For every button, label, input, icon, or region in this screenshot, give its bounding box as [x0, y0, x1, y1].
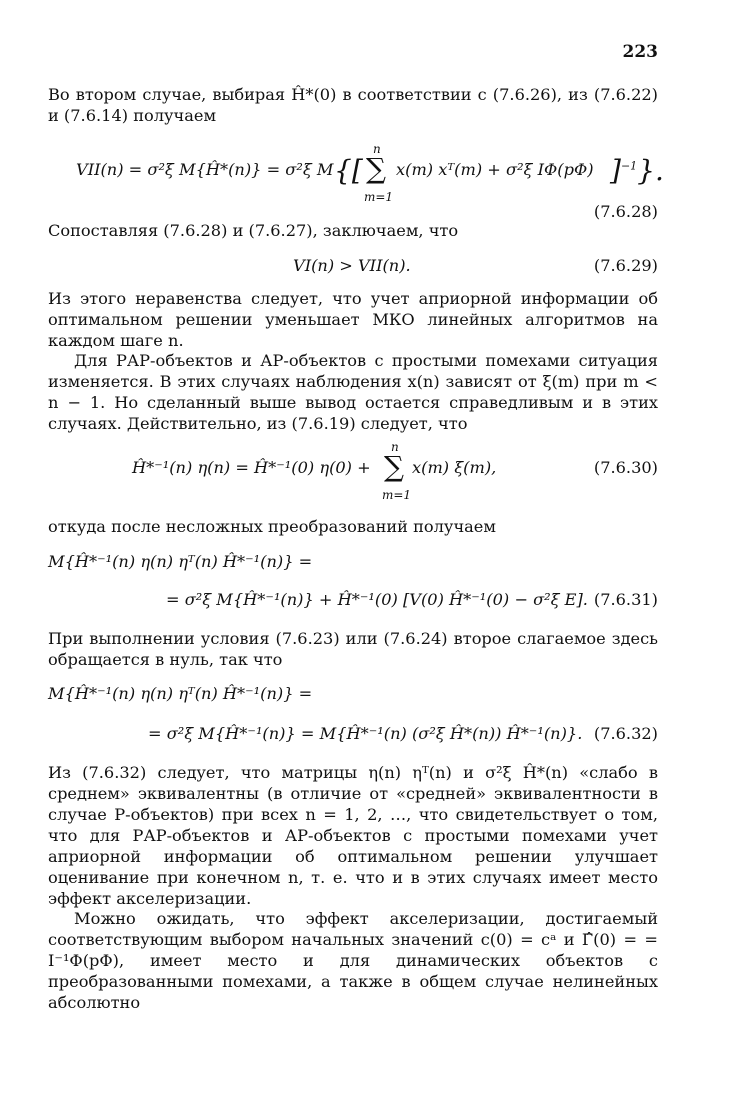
- equation-30-tail: x(m) ξ(m),: [412, 458, 497, 477]
- sum-top-limit: n: [373, 142, 381, 156]
- sum-symbol-30: ∑: [384, 450, 404, 483]
- equation-31-line2: = σ²ξ M{Ĥ*⁻¹(n)} + Ĥ*⁻¹(0) [V(0) Ĥ*⁻¹(0) − σ²ξ E].: [166, 590, 588, 609]
- equation-label-29: (7.6.29): [593, 256, 658, 275]
- sum-bottom-limit: m=1: [364, 190, 394, 204]
- book-page: [48, 0, 664, 1100]
- equation-28-left: VII(n) = σ²ξ M{Ĥ*(n)} = σ²ξ M: [76, 160, 334, 179]
- paragraph-3: Из этого неравенства следует, что учет априорной информации об оптимальном решении уменьшает МКО линейных алгоритмов на каждом шаге n.: [48, 289, 658, 350]
- equation-30-body: Ĥ*⁻¹(n) η(n) = Ĥ*⁻¹(0) η(0) +: [132, 458, 371, 477]
- sum-bottom-limit-30: m=1: [382, 488, 412, 502]
- equation-7-6-31: [48, 550, 658, 620]
- equation-29-body: VI(n) > VII(n).: [293, 256, 411, 275]
- paragraph-8: Можно ожидать, что эффект акселеризации, достигаемый соответствующим выбором начальных значений c(0) = cᵃ и Γ̂(0) = = I⁻¹Φ(pΦ), имеет место и для динамических объектов с преобразованными помехами, а также в общем случае нелинейных абсолютно: [48, 909, 658, 1012]
- page-number: 223: [622, 42, 658, 62]
- paragraph-5: откуда после несложных преобразований получаем: [48, 517, 496, 536]
- sum-symbol: ∑: [366, 152, 386, 185]
- equation-31-line1: M{Ĥ*⁻¹(n) η(n) ηᵀ(n) Ĥ*⁻¹(n)} =: [48, 552, 313, 571]
- equation-label-32: (7.6.32): [593, 724, 658, 743]
- paragraph-1: Во втором случае, выбирая Ĥ*(0) в соответствии с (7.6.26), из (7.6.22) и (7.6.14) получаем: [48, 85, 658, 125]
- paragraph-2: Сопоставляя (7.6.28) и (7.6.27), заключаем, что: [48, 221, 459, 240]
- equation-32-line2: = σ²ξ M{Ĥ*⁻¹(n)} = M{Ĥ*⁻¹(n) (σ²ξ Ĥ*(n)) Ĥ*⁻¹(n)}.: [148, 724, 583, 743]
- paragraph-6: При выполнении условия (7.6.23) или (7.6.24) второе слагаемое здесь обращается в нуль, так что: [48, 629, 658, 669]
- equation-32-line1: M{Ĥ*⁻¹(n) η(n) ηᵀ(n) Ĥ*⁻¹(n)} =: [48, 684, 313, 703]
- equation-7-6-29: [48, 254, 658, 284]
- equation-7-6-30: [48, 440, 658, 506]
- paragraph-4: Для РАР-объектов и АР-объектов с простыми помехами ситуация изменяется. В этих случаях наблюдения x(n) зависят от ξ(m) при m < n − 1. Но сделанный выше вывод остается справедливым и в этих случаях. Действительно, из (7.6.19) следует, что: [48, 351, 658, 433]
- equation-7-6-32: [48, 680, 658, 750]
- brace-close: ]$^{-1}$}.: [610, 154, 664, 187]
- sum-top-limit-30: n: [391, 440, 399, 454]
- paragraph-7: Из (7.6.32) следует, что матрицы η(n) ηᵀ(n) и σ²ξ Ĥ*(n) «слабо в среднем» эквивалентны (в отличие от «средней» эквивалентности в случае Р-объектов) при всех n = 1, 2, …, что свидетельствует о том, что для РАР-объектов и АР-объектов с простыми помехами учет априорной информации об оптимальном решении улучшает оценивание при конечном n, т. е. что и в этих случаях имеет место эффект акселеризации.: [48, 763, 658, 908]
- brace-open: {[: [334, 154, 363, 187]
- equation-label-30: (7.6.30): [593, 458, 658, 477]
- equation-7-6-28: [48, 142, 664, 230]
- equation-label-31: (7.6.31): [593, 590, 658, 609]
- equation-label-28: (7.6.28): [593, 202, 658, 221]
- equation-28-right: x(m) xᵀ(m) + σ²ξ IΦ(pΦ): [396, 160, 594, 179]
